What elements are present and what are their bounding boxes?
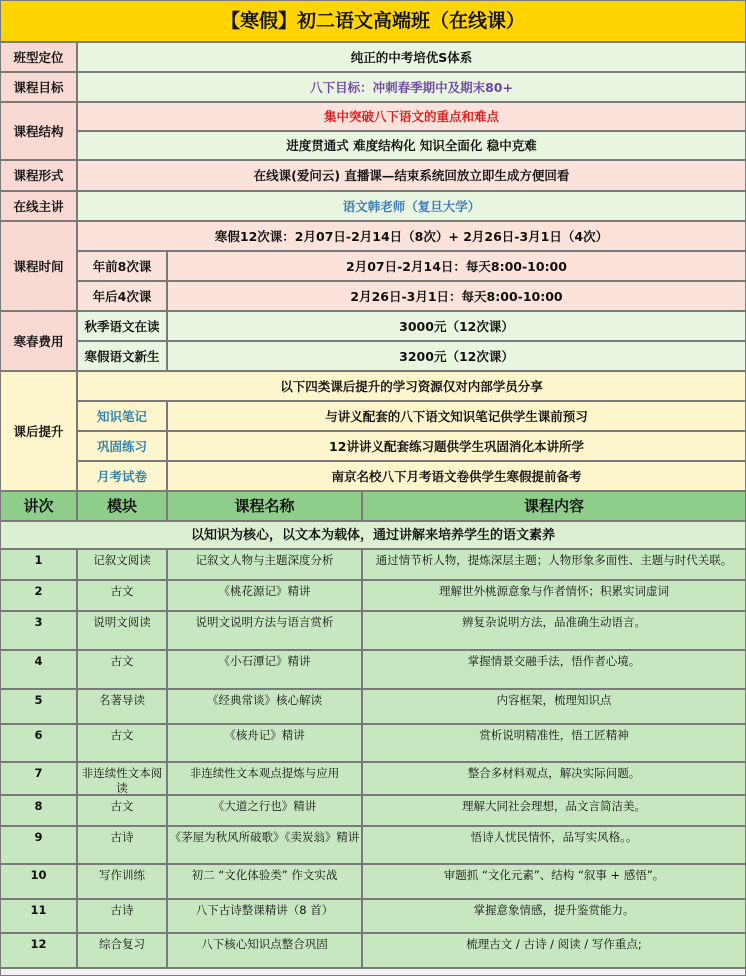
row-course-content: 通过情节析人物，提炼深层主题；人物形象多面性、主题与时代关联。 [362, 549, 746, 580]
structure-value-2: 进度贯通式 难度结构化 知识全面化 稳中克难 [77, 131, 746, 160]
row-course-content: 赏析说明精准性，悟工匠精神 [362, 724, 746, 762]
row-course-content: 整合多材料观点，解决实际问题。 [362, 762, 746, 795]
row-course-name: 《小石潭记》精讲 [167, 650, 362, 689]
after-row-label-1: 知识笔记 [77, 401, 167, 431]
after-row-value-3: 南京名校八下月考语文卷供学生寒假提前备考 [167, 461, 746, 491]
fee-label: 寒春费用 [0, 311, 77, 371]
fee-row-value-1: 3000元（12次课） [167, 311, 746, 341]
row-course-content: 悟诗人忧民情怀，品写实风格。。 [362, 826, 746, 864]
header-no: 讲次 [0, 491, 77, 521]
row-course-name: 《经典常谈》核心解读 [167, 689, 362, 724]
row-no: 11 [0, 899, 77, 933]
row-course-name: 说明文说明方法与语言赏析 [167, 611, 362, 650]
after-row-value-1: 与讲义配套的八下语文知识笔记供学生课前预习 [167, 401, 746, 431]
header-module: 模块 [77, 491, 167, 521]
row-module: 非连续性文本阅读 [77, 762, 167, 795]
row-no: 2 [0, 580, 77, 611]
row-no: 7 [0, 762, 77, 795]
header-course-content: 课程内容 [362, 491, 746, 521]
row-course-name: 《大道之行也》精讲 [167, 795, 362, 826]
row-course-name: 八下古诗整课精讲（8 首） [167, 899, 362, 933]
structure-label: 课程结构 [0, 102, 77, 160]
teacher-value: 语文韩老师（复旦大学） [77, 191, 746, 221]
row-course-content: 梳理古文 / 古诗 / 阅读 / 写作重点; [362, 933, 746, 968]
row-module: 名著导读 [77, 689, 167, 724]
row-no: 1 [0, 549, 77, 580]
row-course-name: 记叙文人物与主题深度分析 [167, 549, 362, 580]
page-title: 【寒假】初二语文高端班（在线课） [0, 0, 746, 42]
goal-value: 八下目标：冲刺春季期中及期末80+ [77, 72, 746, 102]
format-value: 在线课(爱问云) 直播课—结束系统回放立即生成方便回看 [77, 160, 746, 191]
schedule-row-value-2: 2月26日-3月1日：每天8:00-10:00 [167, 281, 746, 311]
schedule-row-label-1: 年前8次课 [77, 251, 167, 281]
positioning-value: 纯正的中考培优S体系 [77, 42, 746, 72]
row-course-content: 审题抓 “文化元素”、结构 “叙事 + 感悟”。 [362, 864, 746, 899]
row-module: 古文 [77, 795, 167, 826]
row-module: 古文 [77, 580, 167, 611]
structure-value-1: 集中突破八下语文的重点和难点 [77, 102, 746, 131]
after-row-label-3: 月考试卷 [77, 461, 167, 491]
row-module: 写作训练 [77, 864, 167, 899]
fee-row-value-2: 3200元（12次课） [167, 341, 746, 371]
row-course-name: 《茅屋为秋风所破歌》《卖炭翁》精讲 [167, 826, 362, 864]
row-no: 6 [0, 724, 77, 762]
fee-row-label-2: 寒假语文新生 [77, 341, 167, 371]
sheet-bottom-strip [0, 968, 746, 976]
schedule-label: 课程时间 [0, 221, 77, 311]
row-no: 4 [0, 650, 77, 689]
row-no: 9 [0, 826, 77, 864]
after-row-label-2: 巩固练习 [77, 431, 167, 461]
row-no: 8 [0, 795, 77, 826]
row-no: 3 [0, 611, 77, 650]
after-summary: 以下四类课后提升的学习资源仅对内部学员分享 [77, 371, 746, 401]
row-no: 12 [0, 933, 77, 968]
row-course-content: 辨复杂说明方法，品准确生动语言。 [362, 611, 746, 650]
row-course-name: 非连续性文本观点提炼与应用 [167, 762, 362, 795]
header-course-name: 课程名称 [167, 491, 362, 521]
row-no: 5 [0, 689, 77, 724]
teacher-label: 在线主讲 [0, 191, 77, 221]
table-banner: 以知识为核心，以文本为载体，通过讲解来培养学生的语文素养 [0, 521, 746, 549]
schedule-summary: 寒假12次课：2月07日-2月14日（8次）+ 2月26日-3月1日（4次） [77, 221, 746, 251]
goal-label: 课程目标 [0, 72, 77, 102]
row-course-content: 理解大同社会理想，品文言简洁美。 [362, 795, 746, 826]
format-label: 课程形式 [0, 160, 77, 191]
schedule-row-value-1: 2月07日-2月14日：每天8:00-10:00 [167, 251, 746, 281]
after-label: 课后提升 [0, 371, 77, 491]
after-row-value-2: 12讲讲义配套练习题供学生巩固消化本讲所学 [167, 431, 746, 461]
row-course-name: 八下核心知识点整合巩固 [167, 933, 362, 968]
row-course-content: 理解世外桃源意象与作者情怀；积累实词虚词 [362, 580, 746, 611]
row-course-name: 《核舟记》精讲 [167, 724, 362, 762]
row-course-name: 初二 “文化体验类” 作文实战 [167, 864, 362, 899]
row-module: 古文 [77, 724, 167, 762]
row-course-name: 《桃花源记》精讲 [167, 580, 362, 611]
row-module: 古文 [77, 650, 167, 689]
row-course-content: 内容框架，梳理知识点 [362, 689, 746, 724]
row-course-content: 掌握情景交融手法，悟作者心境。 [362, 650, 746, 689]
row-module: 古诗 [77, 899, 167, 933]
row-module: 综合复习 [77, 933, 167, 968]
row-no: 10 [0, 864, 77, 899]
row-course-content: 掌握意象情感，提升鉴赏能力。 [362, 899, 746, 933]
row-module: 记叙文阅读 [77, 549, 167, 580]
row-module: 说明文阅读 [77, 611, 167, 650]
fee-row-label-1: 秋季语文在读 [77, 311, 167, 341]
row-module: 古诗 [77, 826, 167, 864]
schedule-row-label-2: 年后4次课 [77, 281, 167, 311]
positioning-label: 班型定位 [0, 42, 77, 72]
